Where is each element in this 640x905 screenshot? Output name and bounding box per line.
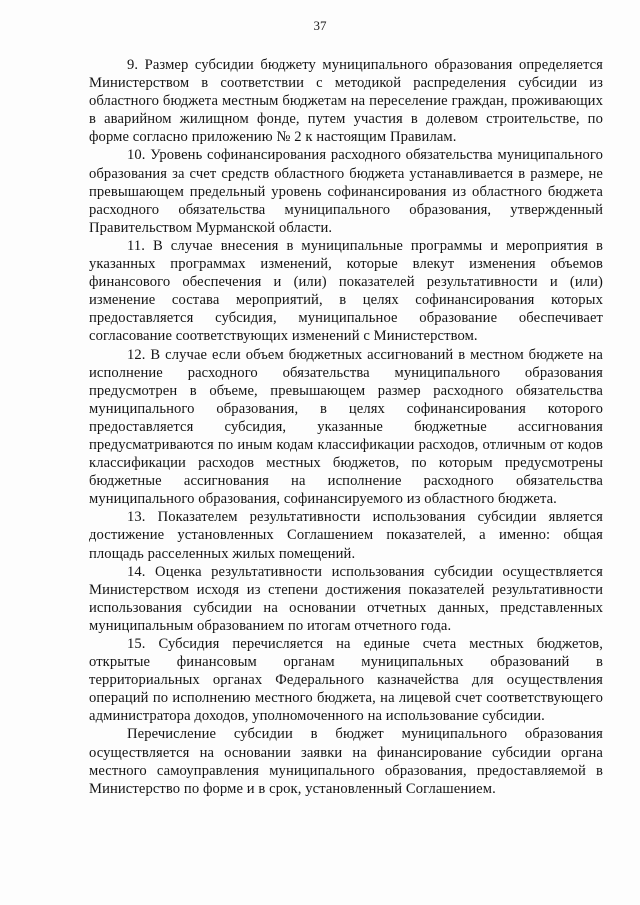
page-number: 37	[313, 18, 327, 33]
paragraph-15-continuation: Перечисление субсидии в бюджет муниципального образования осуществляется на основании заявки на финансирование субсидии органа местного самоуправления муниципального образования, предоставляемой в Министерство по форме и в срок, установленный Соглашением.	[89, 726, 603, 797]
document-body	[89, 56, 603, 798]
paragraph-10: 10. Уровень софинансирования расходного обязательства муниципального образования за счет средств областного бюджета устанавливается в размере, не превышающем предельный уровень софинансирования из областного бюджета расходного обязательства муниципального образования, утвержденный Правительством Мурманской области.	[89, 147, 603, 236]
paragraph-15: 15. Субсидия перечисляется на единые счета местных бюджетов, открытые финансовым органам муниципальных образований в территориальных органах Федерального казначейства для осуществления операций по исполнению местного бюджета, на лицевой счет соответствующего администратора доходов, уполномоченного на использование субсидии.	[89, 636, 603, 725]
paragraph-12: 12. В случае если объем бюджетных ассигнований в местном бюджете на исполнение расходного обязательства муниципального образования предусмотрен в объеме, превышающем размер расходного обязательства муниципального образования, в целях софинансирования которого предоставляется субсидия, указанные бюджетные ассигнования предусматриваются по иным кодам классификации расходов, отличным от кодов классификации расходов местных бюджетов, по которым предусмотрены бюджетные ассигнования на исполнение расходного обязательства муниципального образования, софинансируемого из областного бюджета.	[89, 346, 603, 508]
paragraph-13: 13. Показателем результативности использования субсидии является достижение установленных Соглашением показателей, а именно: общая площадь расселенных жилых помещений.	[89, 509, 603, 562]
paragraph-11: 11. В случае внесения в муниципальные программы и мероприятия в указанных программах изменений, которые влекут изменения объемов финансового обеспечения и (или) показателей результативности и (или) изменение состава мероприятий, в целях софинансирования которых предоставляется субсидия, муниципальное образование обеспечивает согласование соответствующих изменений с Министерством.	[89, 237, 603, 345]
paragraph-9: 9. Размер субсидии бюджету муниципального образования определяется Министерством в соответствии с методикой распределения субсидии из областного бюджета местным бюджетам на переселение граждан, проживающих в аварийном жилищном фонде, путем участия в долевом строительстве, по форме согласно приложению № 2 к настоящим Правилам.	[89, 57, 603, 146]
paragraph-14: 14. Оценка результативности использования субсидии осуществляется Министерством исходя из степени достижения показателей результативности использования субсидии на основании отчетных данных, представленных муниципальным образованием по итогам отчетного года.	[89, 563, 603, 634]
